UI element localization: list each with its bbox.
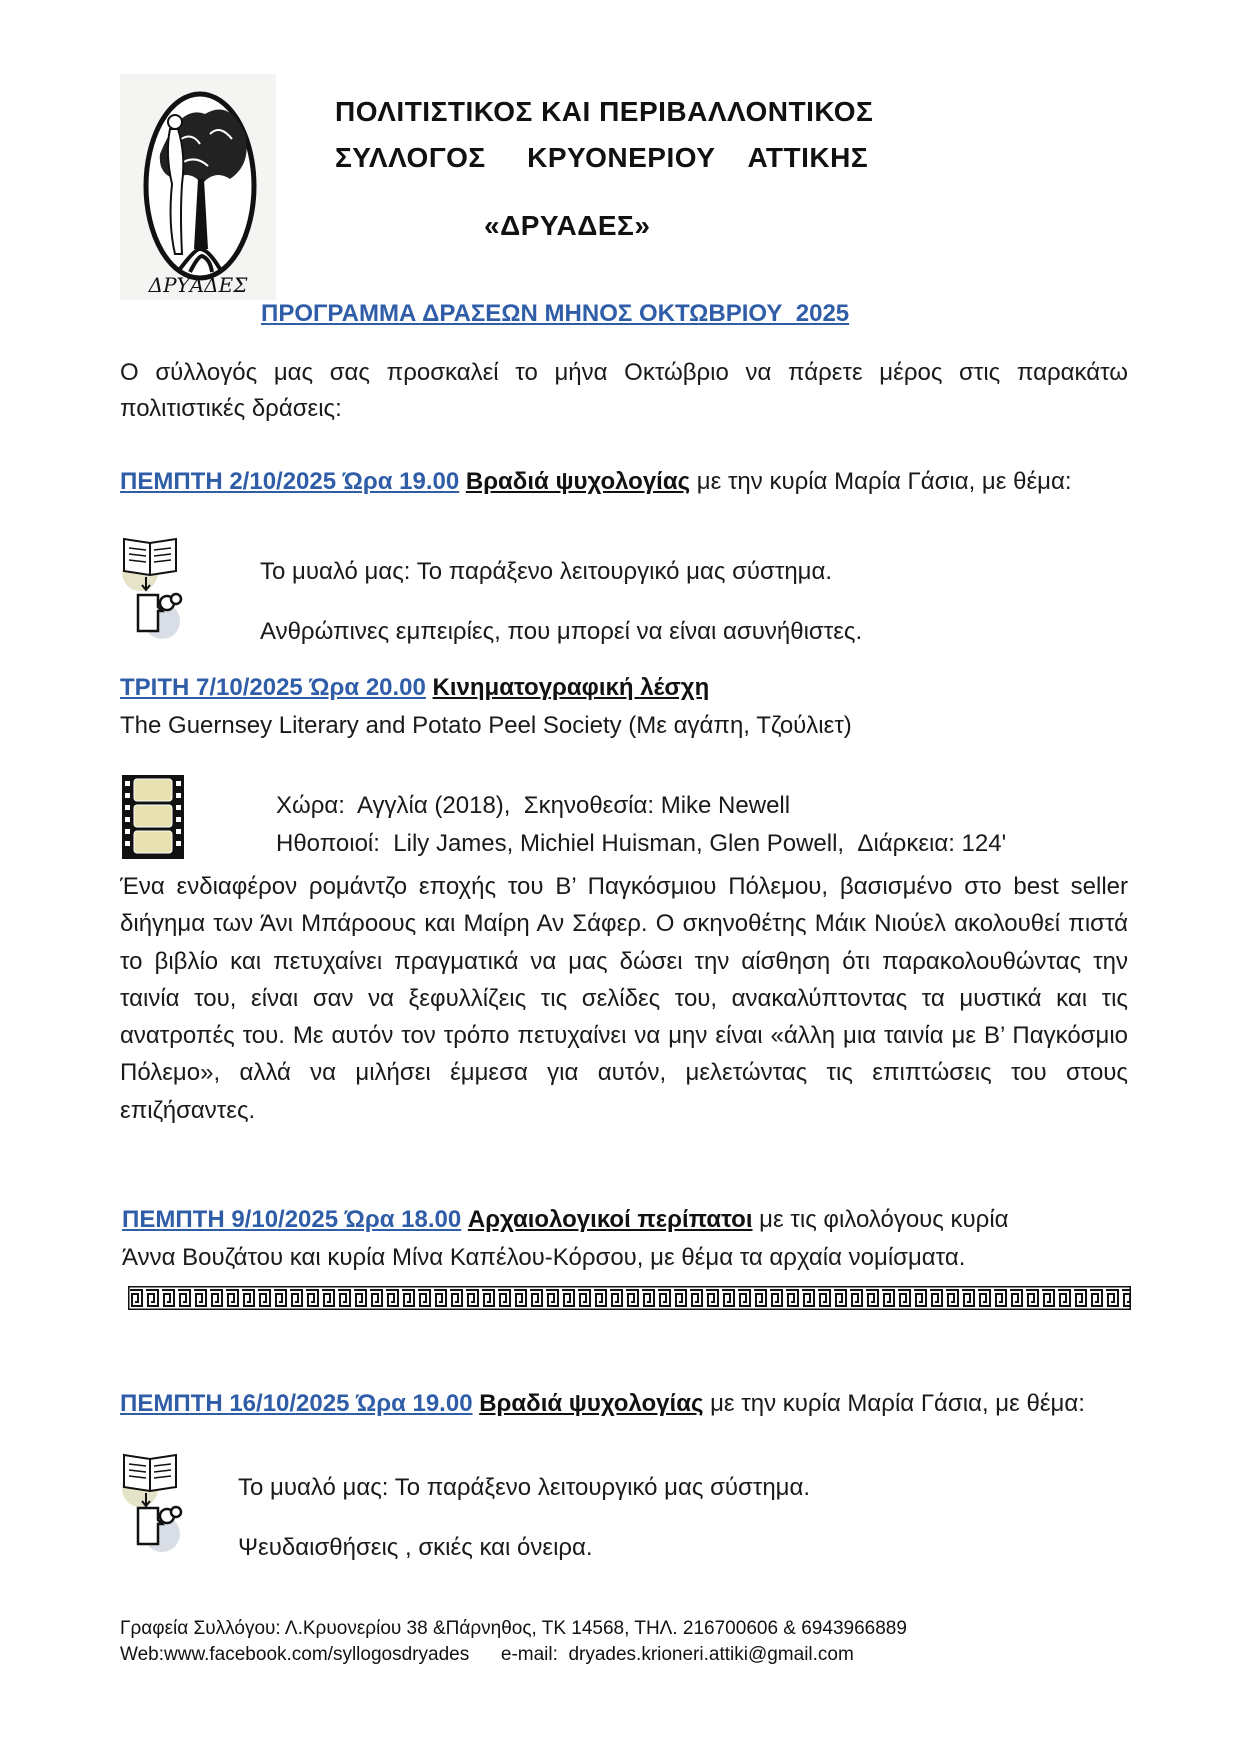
program-title: ΠΡΟΓΡΑΜΜΑ ΔΡΑΣΕΩΝ ΜΗΝΟΣ ΟΚΤΩΒΡΙΟΥ 2025 — [261, 300, 850, 327]
event-3-date: ΠΕΜΠΤΗ 9/10/2025 Ώρα 18.00 — [122, 1206, 462, 1233]
header-line-1: ΠΟΛΙΤΙΣΤΙΚΟΣ ΚΑΙ ΠΕΡΙΒΑΛΛΟΝΤΙΚΟΣ — [335, 96, 874, 127]
event-1-date: ΠΕΜΠΤΗ 2/10/2025 Ώρα 19.00 — [120, 468, 460, 495]
event-1-heading — [120, 464, 1128, 500]
dryad-tree-logo-icon — [120, 74, 276, 300]
event-2-date: ΤΡΙΤΗ 7/10/2025 Ώρα 20.00 — [120, 674, 426, 701]
intro-paragraph: Ο σύλλογός μας σας προσκαλεί το μήνα Οκτώβριο να πάρετε μέρος στις παρακάτω πολιτιστικές δράσεις: — [120, 359, 1128, 422]
event-2-info-2: Ηθοποιοί: Lily James, Michiel Huisman, Glen Powell, Διάρκεια: 124' — [276, 830, 1007, 857]
event-4-line-2: Ψευδαισθήσεις , σκιές και όνειρα. — [238, 1534, 593, 1561]
event-2-heading — [120, 670, 709, 706]
event-3-title: Αρχαιολογικοί περίπατοι — [467, 1206, 753, 1233]
thinking-head-icon — [132, 587, 184, 639]
book-icon — [120, 533, 182, 593]
meander-divider — [128, 1286, 1131, 1310]
event-1-title: Βραδιά ψυχολογίας — [465, 468, 691, 495]
event-1-line-1: Το μυαλό μας: Το παράξενο λειτουργικό μας σύστημα. — [260, 558, 833, 585]
event-2-title: Κινηματογραφική λέσχη — [432, 674, 710, 701]
event-1-line-2: Ανθρώπινες εμπειρίες, που μπορεί να είναι ασυνήθιστες. — [260, 618, 863, 645]
event-2-description: Ένα ενδιαφέρον ρομάντζο εποχής του Β’ Παγκόσμιου Πόλεμου, βασισμένο στο best seller διήγημα των Άνι Μπάροους και Μαίρη Αν Σάφερ. Ο σκηνοθέτης Μάικ Νιούελ ακολουθεί πιστά το βιβλίο και πετυχαίνει πραγματικά να μας δώσει την αίσθηση ότι παρακολουθώντας την ταινία του, είναι σαν να ξεφυλλίζεις τις σελίδες του, ανακαλύπτοντας τα μυστικά και τις ανατροπές του. Με αυτόν τον τρόπο πετυχαίνει να μην είναι «άλλη μια ταινία με Β’ Παγκόσμιο Πόλεμο», αλλά να μιλήσει έμμεσα για αυτόν, μελετώντας τις επιπτώσεις του στους επιζήσαντες. — [120, 873, 1128, 1124]
footer-contacts: Web:www.facebook.com/syllogosdryades e-mail: dryades.krioneri.attiki@gmail.com — [120, 1644, 854, 1665]
header-name: «ΔΡΥΑΔΕΣ» — [484, 210, 651, 241]
film-strip-icon — [120, 773, 186, 861]
event-4-date: ΠΕΜΠΤΗ 16/10/2025 Ώρα 19.00 — [120, 1390, 473, 1417]
header-line-2: ΣΥΛΛΟΓΟΣ ΚΡΥΟΝΕΡΙΟΥ ΑΤΤΙΚΗΣ — [335, 142, 869, 173]
event-4-heading — [120, 1386, 1128, 1422]
event-3-rest: με τις φιλολόγους κυρία — [752, 1206, 1009, 1233]
event-4-rest: με την κυρία Μαρία Γάσια, με θέμα: — [703, 1390, 1085, 1417]
footer-address: Γραφεία Συλλόγου: Λ.Κρυονερίου 38 &Πάρνηθος, ΤΚ 14568, ΤΗΛ. 216700606 & 6943966889 — [120, 1618, 907, 1639]
thinking-head-icon-2 — [132, 1500, 184, 1552]
event-3-line-2: Άννα Βουζάτου και κυρία Μίνα Καπέλου-Κόρσου, με θέμα τα αρχαία νομίσματα. — [122, 1244, 966, 1271]
logo-text: ΔΡΥΑΔΕΣ — [148, 273, 248, 297]
event-3-heading — [122, 1202, 1130, 1238]
event-2-info-1: Χώρα: Αγγλία (2018), Σκηνοθεσία: Mike Newell — [276, 792, 791, 819]
logo — [120, 74, 276, 300]
event-4-line-1: Το μυαλό μας: Το παράξενο λειτουργικό μας σύστημα. — [238, 1474, 811, 1501]
event-2-film-title: The Guernsey Literary and Potato Peel Society (Με αγάπη, Τζούλιετ) — [120, 712, 852, 739]
event-4-title: Βραδιά ψυχολογίας — [479, 1390, 704, 1417]
event-1-rest: με την κυρία Μαρία Γάσια, με θέμα: — [690, 468, 1072, 495]
